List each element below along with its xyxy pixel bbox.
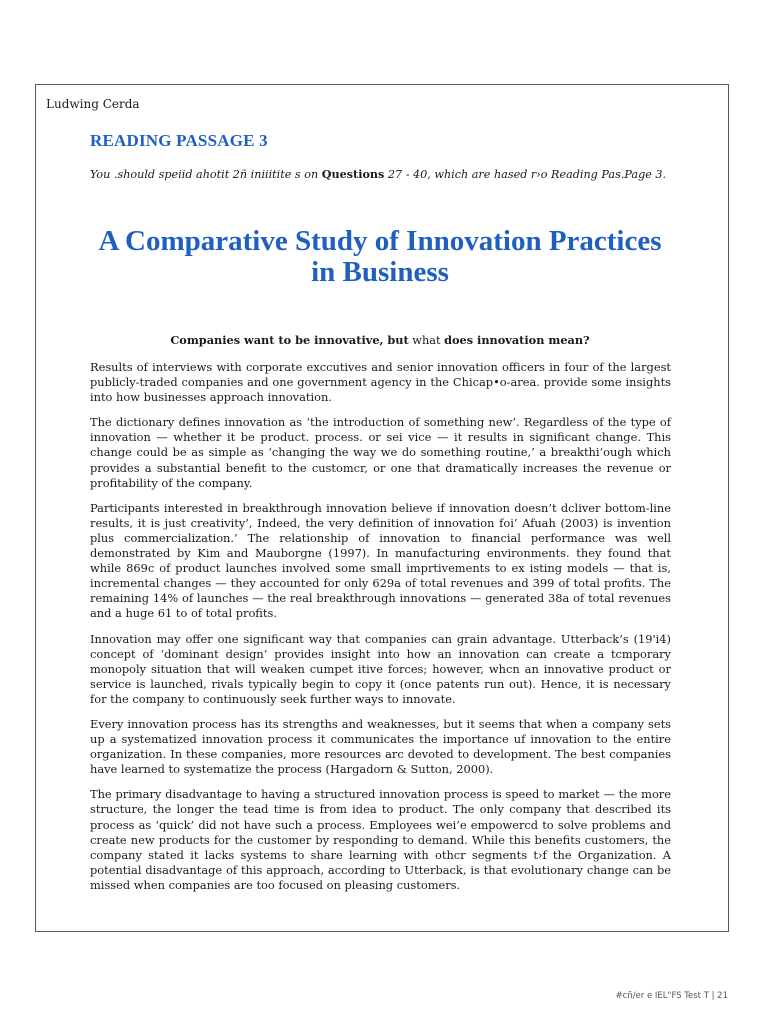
subtitle-part-1: Companies want to be innovative, but	[170, 333, 409, 347]
article-subtitle	[90, 333, 670, 347]
paragraph: The dictionary defines innovation as ‘the introduction of something new’. Regardless of the type of innovation — whether it be product. process. or sei vice — it results in significant change. This change could be as simple as ‘changing the way we do something routine,’ a breakthi‘ough which provides a substantial benefit to the customcr, or one that dramatically increases the revenue or profitability of the company.	[90, 415, 671, 490]
paragraph: The primary disadvantage to having a structured innovation process is speed to market — the more structure, the longer the tead time is from idea to product. The only company that described its process as ‘quick’ did not have such a process. Employees wei’e empowercd to solve problems and create new products for the customer by responding to demand. While this benefits customers, the company stated it lacks systems to share learning with othcr segments t›f the Organization. A potential disadvantage of this approach, according to Utterback, is that evolutionary change can be missed when companies are too focused on pleasing customers.	[90, 787, 671, 892]
page-footer: #cñ/er e IEL"FS Test T | 21	[615, 991, 728, 1001]
paragraph: Results of interviews with corporate exccutives and senior innovation officers in four of the largest publicly-traded companies and one government agency in the Chicap•o-area. provide some insights into how businesses approach innovation.	[90, 360, 671, 405]
paragraph: Participants interested in breakthrough innovation believe if innovation doesn’t dcliver bottom-line results, it is just creativity’, Indeed, the very definition of innovation foi’ Afuah (2003) is invention plus commercialization.’ The relationship of innovation to financial performance was well demonstrated by Kim and Mauborgne (1997). In manufacturing environments. they found that while 869c of product launches involved some small imprtivements to ex isting models — that is, incremental changes — they accounted for only 629a of total revenues and 399 of total profits. The remaining 14% of launches — the real breakthrough innovations — generated 38a of total revenues and a huge 61 to of total profits.	[90, 500, 671, 621]
instructions-text	[90, 167, 666, 181]
paragraph: Every innovation process has its strengths and weaknesses, but it seems that when a company sets up a systematized innovation process it communicates the importance uf innovation to the entire organization. In these companies, more resources arc devoted to development. The best companies have learned to systematize the process (Hargadorn & Sutton, 2000).	[90, 716, 671, 777]
instructions-questions: Questions	[321, 167, 385, 181]
article-body	[90, 360, 671, 903]
subtitle-part-2: what	[408, 334, 445, 347]
instructions-post: 27 - 40, which are hased r›o Reading Pas.Page 3.	[384, 168, 667, 181]
paragraph: Innovation may offer one significant way that companies can grain advantage. Utterback’s (19'i4) concept of ‘dominant design’ provides insight into how an innovation can create a tcmporary monopoly situation that will weaken cumpet itive forces; however, whcn an innovative product or service is launched, rivals typically begin to copy it (once patents run out). Hence, it is necessary for the company to continuously seek further ways to innovate.	[90, 631, 671, 706]
subtitle-part-3: does innovation mean?	[444, 333, 590, 347]
author-name: Ludwing Cerda	[46, 97, 140, 111]
instructions-pre: You .should speiid ahotit 2ñ iniiitite s on	[90, 168, 322, 181]
article-title: A Comparative Study of Innovation Practices in Business	[98, 225, 662, 288]
passage-heading: READING PASSAGE 3	[90, 131, 268, 150]
